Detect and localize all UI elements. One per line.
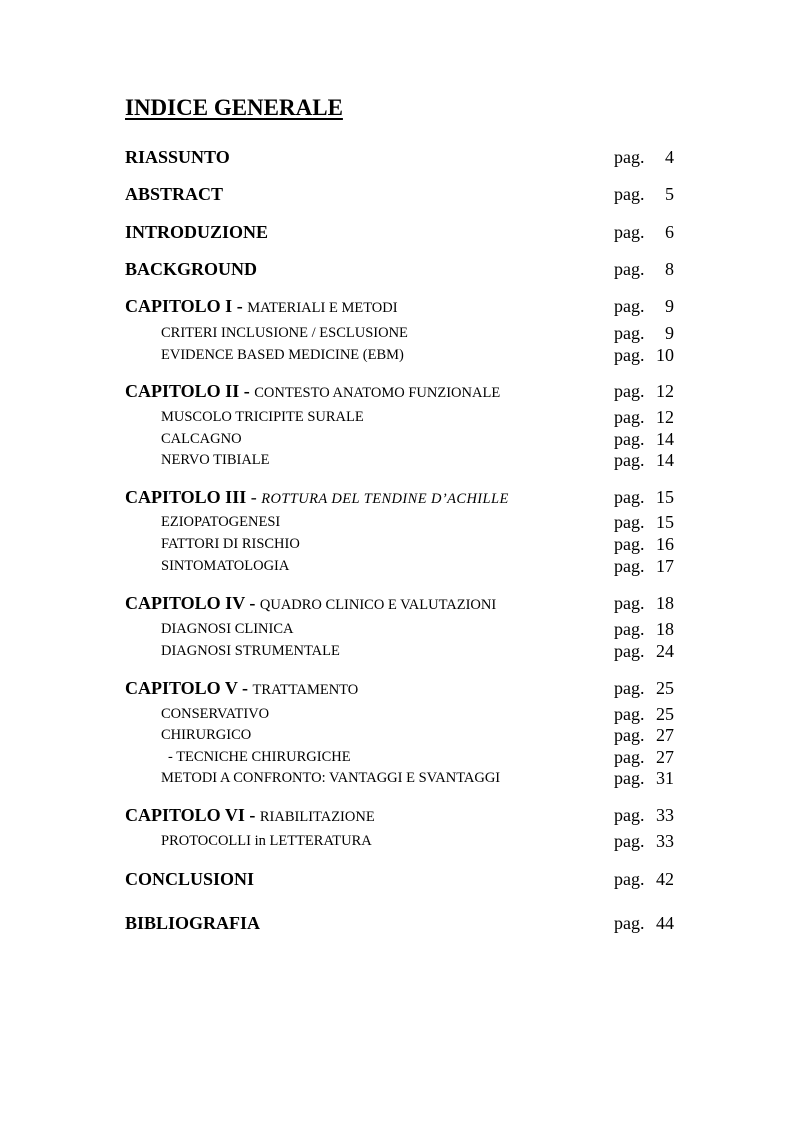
page-word: pag. <box>614 593 645 613</box>
chapter-title: MATERIALI E METODI <box>247 300 398 316</box>
page-word: pag. <box>614 747 645 767</box>
page-number: 14 <box>656 429 674 449</box>
page-word: pag. <box>614 556 645 576</box>
chapter-number: CAPITOLO VI <box>125 805 245 825</box>
page-number: 25 <box>656 704 674 724</box>
page-word: pag. <box>614 805 645 825</box>
toc-chapter-6[interactable] <box>125 805 674 827</box>
toc-subentry-label: NERVO TIBIALE <box>161 452 270 468</box>
page-word: pag. <box>614 296 645 316</box>
page-number: 16 <box>656 534 674 554</box>
chapter-number: CAPITOLO III <box>125 487 247 507</box>
toc-chapter-2[interactable] <box>125 381 674 403</box>
toc-entry-label: BIBLIOGRAFIA <box>125 913 261 933</box>
page-word: pag. <box>614 450 645 470</box>
toc-subentry[interactable] <box>125 725 674 747</box>
chapter-number: CAPITOLO V <box>125 678 238 698</box>
toc-entry-conclusioni[interactable] <box>125 869 674 891</box>
chapter-title: RIABILITAZIONE <box>259 809 375 825</box>
toc-chapter-4[interactable] <box>125 593 674 615</box>
chapter-title: ROTTURA DEL TENDINE D’ACHILLE <box>261 491 509 507</box>
page-word: pag. <box>614 147 645 167</box>
toc-subentry-label: EZIOPATOGENESI <box>161 514 281 530</box>
page-word: pag. <box>614 407 645 427</box>
toc-chapter-label <box>125 593 496 614</box>
page-word: pag. <box>614 222 645 242</box>
toc-entry-label: INTRODUZIONE <box>125 222 269 242</box>
page-word: pag. <box>614 768 645 788</box>
page-word: pag. <box>614 429 645 449</box>
toc-chapter-3[interactable] <box>125 487 674 509</box>
page-number: 14 <box>656 450 674 470</box>
toc-entry-background[interactable] <box>125 259 674 281</box>
page-word: pag. <box>614 534 645 554</box>
page-number: 44 <box>656 913 674 933</box>
page-word: pag. <box>614 345 645 365</box>
page-number: 15 <box>656 512 674 532</box>
page-word: pag. <box>614 704 645 724</box>
chapter-separator: - <box>239 381 255 401</box>
page-number: 12 <box>656 407 674 427</box>
page-word: pag. <box>614 512 645 532</box>
toc-subentry-label: CRITERI INCLUSIONE / ESCLUSIONE <box>161 325 408 341</box>
chapter-separator: - <box>237 678 253 698</box>
page-word: pag. <box>614 831 645 851</box>
toc-subentry[interactable] <box>125 512 674 534</box>
toc-subentry-label: PROTOCOLLI in LETTERATURA <box>161 833 372 849</box>
toc-entry-abstract[interactable] <box>125 184 674 206</box>
page-number: 9 <box>665 323 674 343</box>
page-number: 5 <box>665 184 674 204</box>
page-word: pag. <box>614 323 645 343</box>
chapter-separator: - <box>244 593 260 613</box>
toc-chapter-1[interactable] <box>125 296 674 318</box>
chapter-separator: - <box>232 296 248 316</box>
chapter-separator: - <box>244 805 260 825</box>
toc-entry-label: BACKGROUND <box>125 259 258 279</box>
toc-chapter-label <box>125 296 398 317</box>
toc-subentry-label: CHIRURGICO <box>161 727 252 743</box>
toc-subentry[interactable] <box>125 619 674 641</box>
toc-chapter-label <box>125 805 375 826</box>
toc-entry-bibliografia[interactable] <box>125 913 674 935</box>
page-number: 12 <box>656 381 674 401</box>
toc-subentry[interactable] <box>125 345 674 367</box>
toc-subentry[interactable] <box>125 556 674 578</box>
toc-subentry-label: CONSERVATIVO <box>161 706 270 722</box>
page-number: 4 <box>665 147 674 167</box>
page-number: 6 <box>665 222 674 242</box>
toc-subentry[interactable] <box>125 747 674 769</box>
page-word: pag. <box>614 725 645 745</box>
page-word: pag. <box>614 619 645 639</box>
toc-subentry[interactable] <box>125 534 674 556</box>
page-number: 18 <box>656 619 674 639</box>
chapter-number: CAPITOLO IV <box>125 593 245 613</box>
page-word: pag. <box>614 259 645 279</box>
toc-subentry-label: DIAGNOSI STRUMENTALE <box>161 643 340 659</box>
page-number: 31 <box>656 768 674 788</box>
page-number: 25 <box>656 678 674 698</box>
toc-entry-label: RIASSUNTO <box>125 147 230 167</box>
page-word: pag. <box>614 381 645 401</box>
chapter-number: CAPITOLO II <box>125 381 240 401</box>
page-number: 15 <box>656 487 674 507</box>
page-word: pag. <box>614 184 645 204</box>
toc-subentry-label: METODI A CONFRONTO: VANTAGGI E SVANTAGGI <box>161 770 501 786</box>
toc-subentry-label: SINTOMATOLOGIA <box>161 558 290 574</box>
toc-subentry-label: EVIDENCE BASED MEDICINE (EBM) <box>161 347 404 363</box>
toc-subentry-label: - TECNICHE CHIRURGICHE <box>168 749 351 765</box>
page-number: 27 <box>656 725 674 745</box>
toc-entry-riassunto[interactable] <box>125 147 674 169</box>
page-word: pag. <box>614 869 645 889</box>
page-word: pag. <box>614 678 645 698</box>
page-number: 24 <box>656 641 674 661</box>
toc-subentry-label: CALCAGNO <box>161 431 242 447</box>
page-word: pag. <box>614 641 645 661</box>
page-number: 27 <box>656 747 674 767</box>
page-title: INDICE GENERALE <box>125 95 343 120</box>
toc-subentry-label: MUSCOLO TRICIPITE SURALE <box>161 409 364 425</box>
toc-subentry[interactable] <box>125 768 674 790</box>
page-number: 8 <box>665 259 674 279</box>
toc-subentry[interactable] <box>125 429 674 451</box>
toc-chapter-label <box>125 381 500 402</box>
page-number: 33 <box>656 805 674 825</box>
chapter-separator: - <box>246 487 262 507</box>
toc-chapter-label <box>125 678 358 699</box>
page-number: 18 <box>656 593 674 613</box>
toc-subentry[interactable] <box>125 450 674 472</box>
chapter-title: TRATTAMENTO <box>252 682 359 698</box>
page-number: 10 <box>656 345 674 365</box>
page-number: 33 <box>656 831 674 851</box>
toc-subentry-label: FATTORI DI RISCHIO <box>161 536 300 552</box>
toc-subentry[interactable] <box>125 704 674 726</box>
toc-entry-introduzione[interactable] <box>125 222 674 244</box>
chapter-title: CONTESTO ANATOMO FUNZIONALE <box>254 385 501 401</box>
toc-subentry[interactable] <box>125 641 674 663</box>
page-number: 17 <box>656 556 674 576</box>
page-number: 9 <box>665 296 674 316</box>
page-word: pag. <box>614 487 645 507</box>
page-word: pag. <box>614 913 645 933</box>
toc-chapter-5[interactable] <box>125 678 674 700</box>
toc-chapter-label <box>125 487 509 508</box>
page-number: 42 <box>656 869 674 889</box>
toc-subentry[interactable] <box>125 323 674 345</box>
chapter-number: CAPITOLO I <box>125 296 233 316</box>
chapter-title: QUADRO CLINICO E VALUTAZIONI <box>259 597 497 613</box>
toc-subentry[interactable] <box>125 407 674 429</box>
toc-subentry-label: DIAGNOSI CLINICA <box>161 621 294 637</box>
toc-subentry[interactable] <box>125 831 674 853</box>
toc-entry-label: ABSTRACT <box>125 184 224 204</box>
toc-entry-label: CONCLUSIONI <box>125 869 255 889</box>
